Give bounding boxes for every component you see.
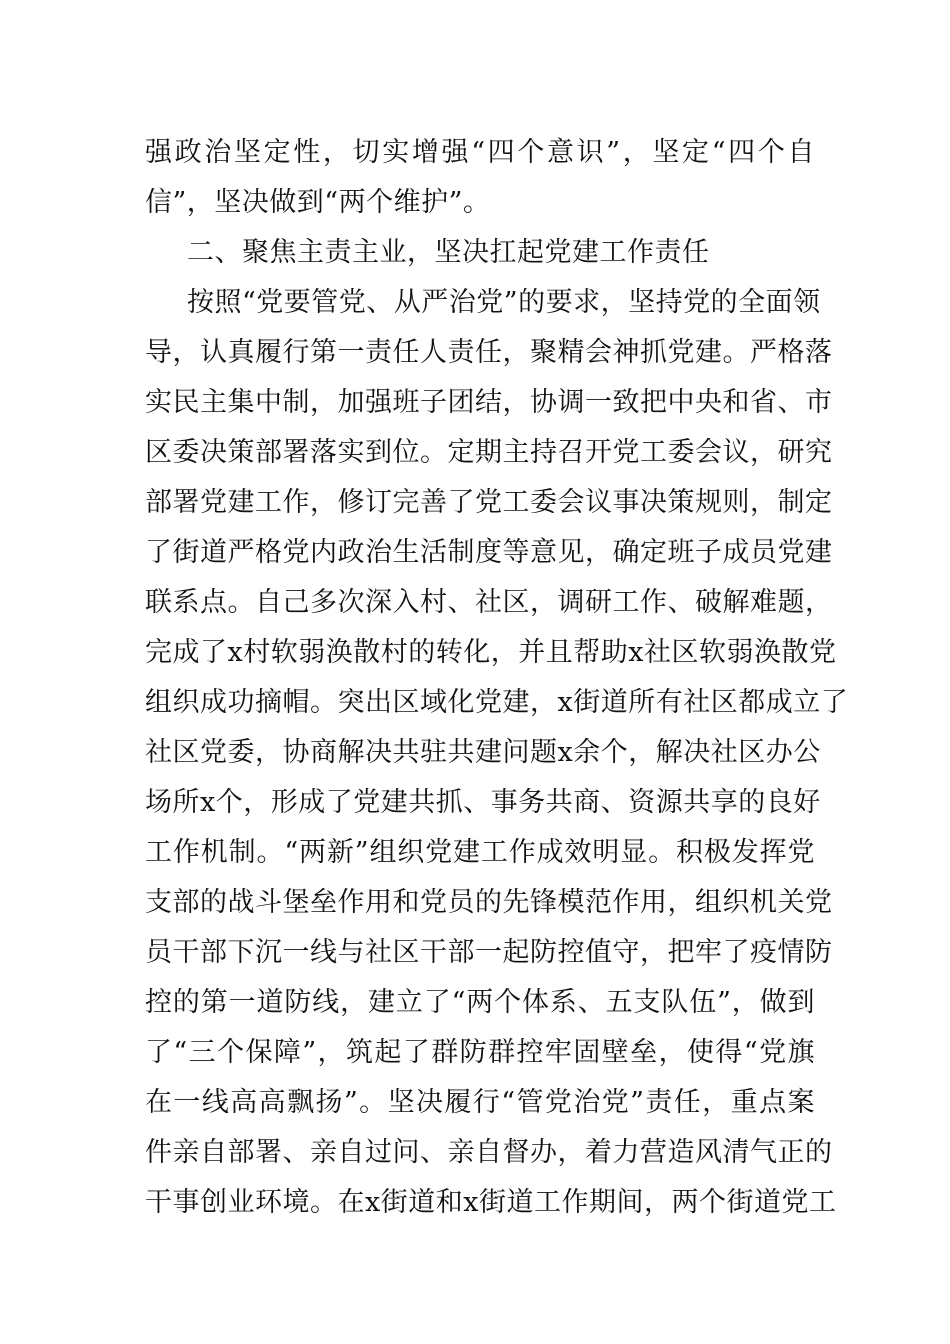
text-line: 区委决策部署落实到位。定期主持召开党工委会议，研究 (145, 437, 833, 468)
text-line: 联系点。自己多次深入村、社区，调研工作、破解难题， (145, 587, 833, 618)
text-line: 信”，坚决做到“两个维护”。 (145, 187, 491, 218)
text-line: 工作机制。“两新”组织党建工作成效明显。积极发挥党 (145, 837, 815, 868)
text-line: 支部的战斗堡垒作用和党员的先锋模范作用，组织机关党 (145, 887, 833, 918)
text-line: 场所x个，形成了党建共抓、事务共商、资源共享的良好 (145, 787, 821, 818)
text-line: 干事创业环境。在x街道和x街道工作期间，两个街道党工 (145, 1187, 837, 1218)
text-line: 部署党建工作，修订完善了党工委会议事决策规则，制定 (145, 487, 833, 518)
text-line: 员干部下沉一线与社区干部一起防控值守，把牢了疫情防 (145, 937, 833, 968)
paragraph-first-line: 按照“党要管党、从严治党”的要求，坚持党的全面领 (187, 287, 821, 318)
text-line: 强政治坚定性，切实增强“四个意识”，坚定“四个自 (145, 137, 815, 168)
text-line: 件亲自部署、亲自过问、亲自督办，着力营造风清气正的 (145, 1137, 833, 1168)
text-line: 在一线高高飘扬”。坚决履行“管党治党”责任，重点案 (145, 1087, 815, 1118)
text-line: 完成了x村软弱涣散村的转化，并且帮助x社区软弱涣散党 (145, 637, 837, 668)
text-line: 控的第一道防线，建立了“两个体系、五支队伍”，做到 (145, 987, 815, 1018)
text-line: 社区党委，协商解决共驻共建问题x余个，解决社区办公 (145, 737, 821, 768)
text-line: 组织成功摘帽。突出区域化党建，x街道所有社区都成立了 (145, 687, 849, 718)
text-line: 了街道严格党内政治生活制度等意见，确定班子成员党建 (145, 537, 833, 568)
text-line: 了“三个保障”，筑起了群防群控牢固壁垒，使得“党旗 (145, 1037, 815, 1068)
text-line: 实民主集中制，加强班子团结，协调一致把中央和省、市 (145, 387, 833, 418)
section-heading: 二、聚焦主责主业，坚决扛起党建工作责任 (187, 237, 710, 268)
text-line: 导，认真履行第一责任人责任，聚精会神抓党建。严格落 (145, 337, 833, 368)
